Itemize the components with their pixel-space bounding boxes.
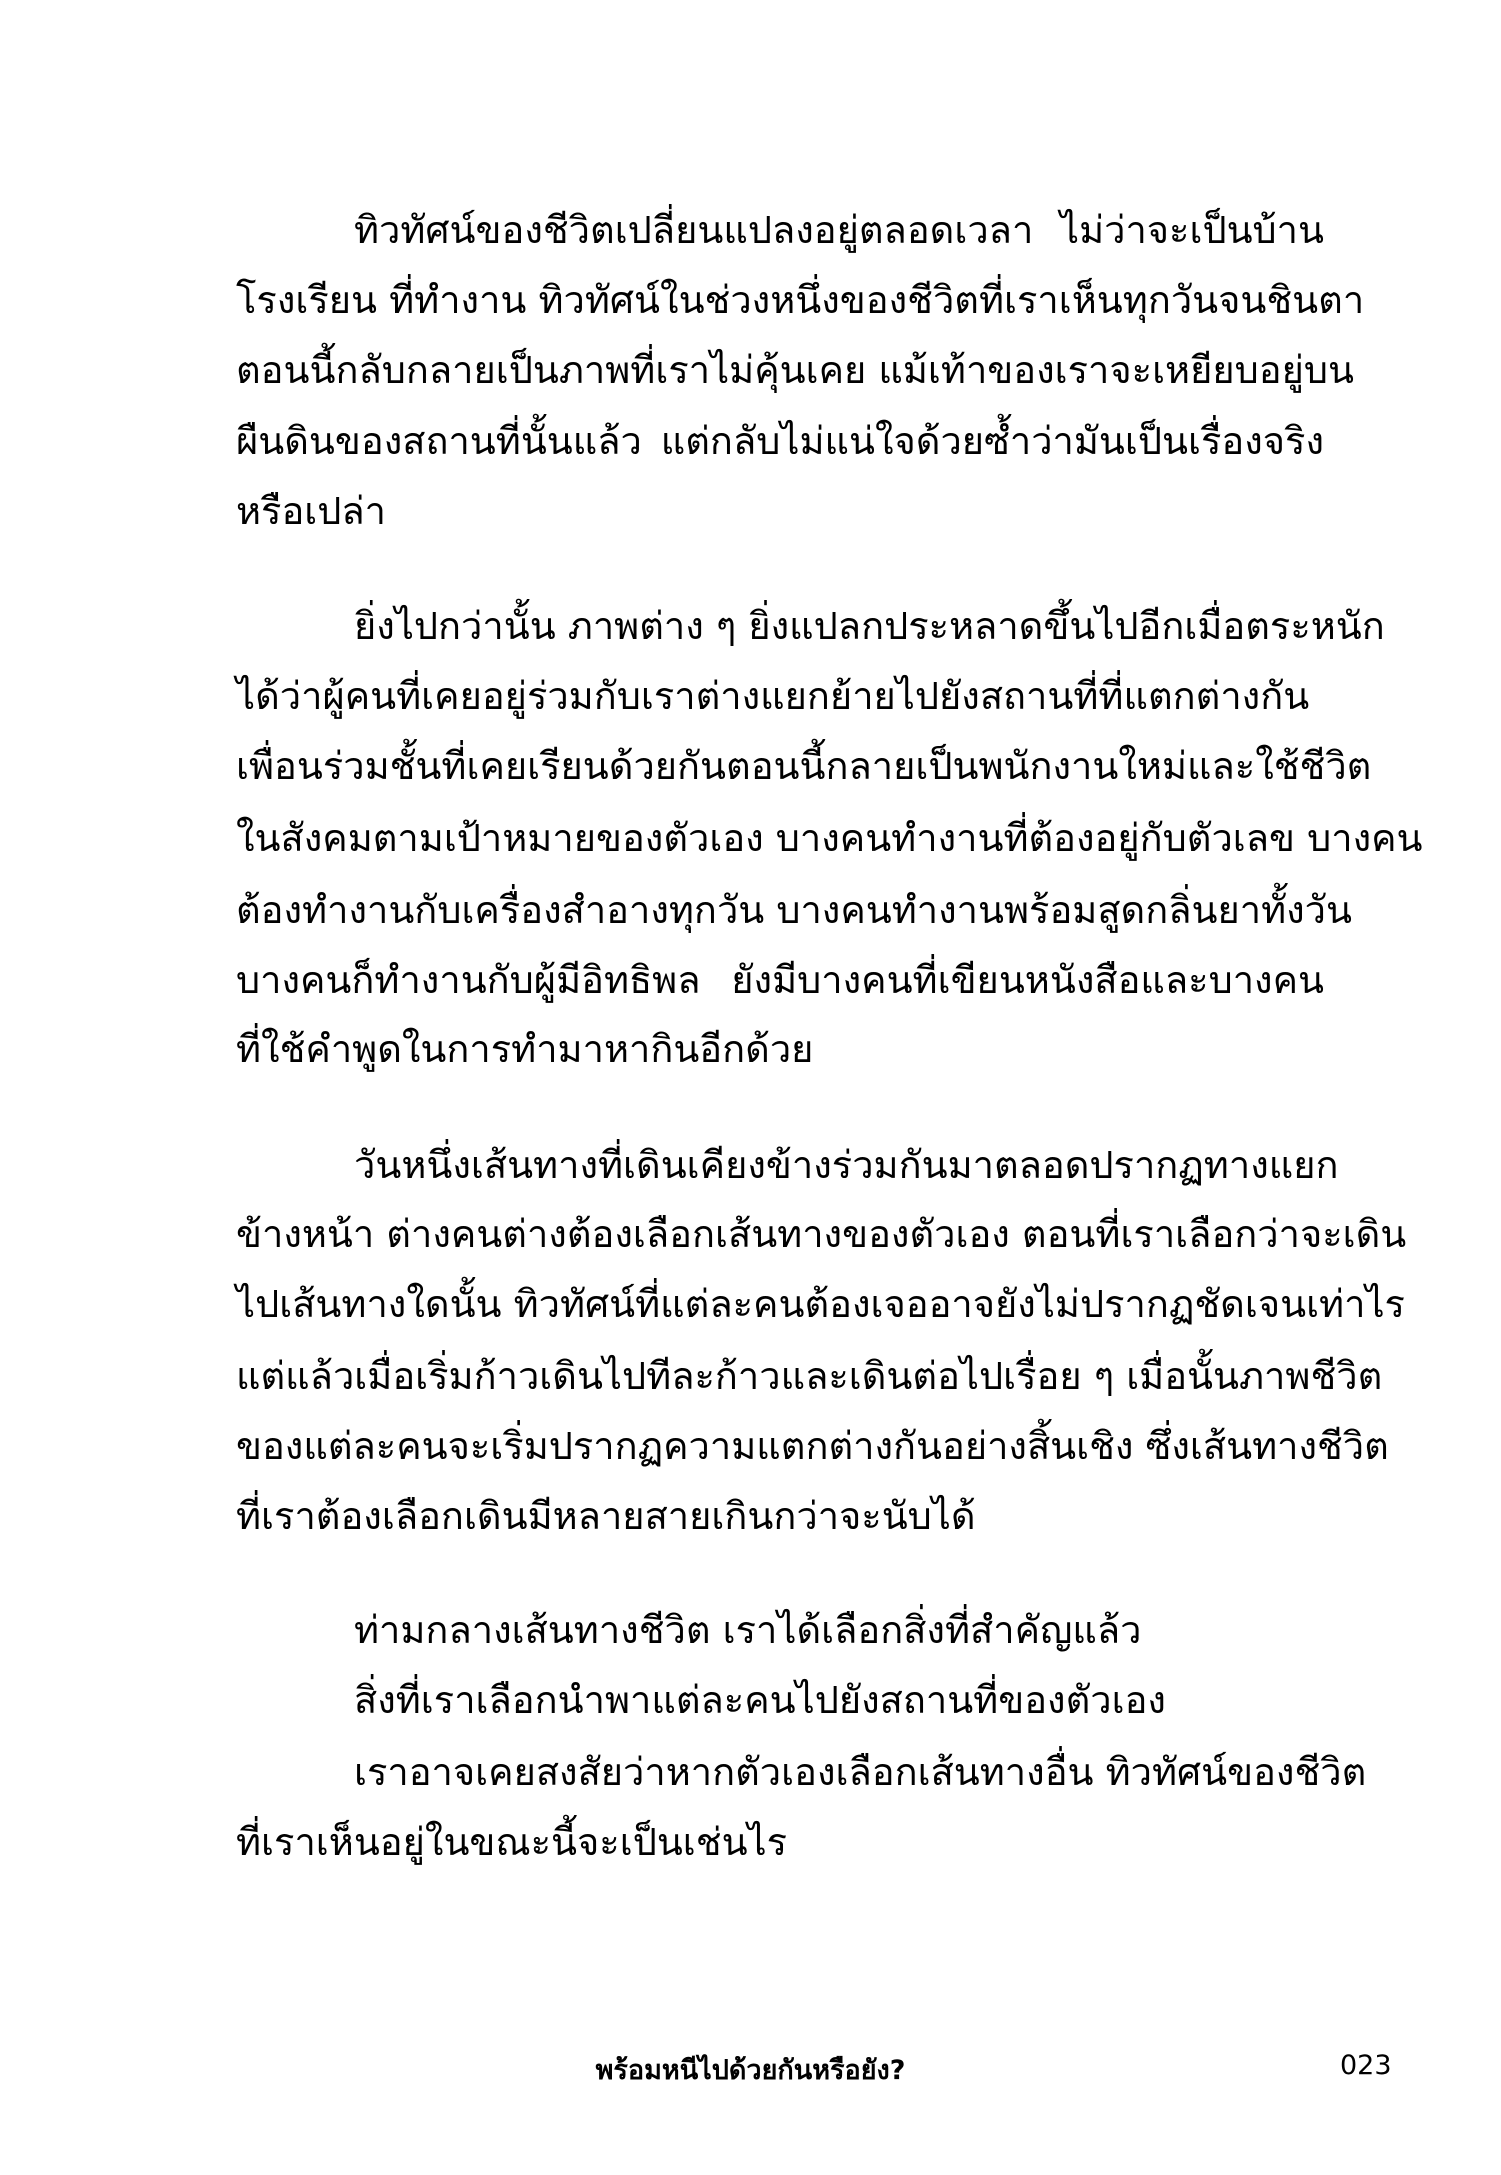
page-number: 023 xyxy=(1340,2050,1392,2081)
text-line: ไปเส้นทางใดนั้น ทิวทัศน์ที่แต่ละคนต้องเจออาจยังไม่ปรากฏชัดเจนเท่าไร xyxy=(236,1282,1405,1326)
text-line: ข้างหน้า ต่างคนต่างต้องเลือกเส้นทางของตัวเอง ตอนที่เราเลือกว่าจะเดิน xyxy=(236,1212,1407,1256)
text-line: ที่เราต้องเลือกเดินมีหลายสายเกินกว่าจะนับได้ xyxy=(236,1494,976,1538)
text-line: ยิ่งไปกว่านั้น ภาพต่าง ๆ ยิ่งแปลกประหลาดขึ้นไปอีกเมื่อตระหนัก xyxy=(354,604,1385,648)
text-line: เพื่อนร่วมชั้นที่เคยเรียนด้วยกันตอนนี้กลายเป็นพนักงานใหม่และใช้ชีวิต xyxy=(236,744,1372,788)
text-line: ที่เราเห็นอยู่ในขณะนี้จะเป็นเช่นไร xyxy=(236,1820,788,1864)
text-line: โรงเรียน ที่ทำงาน ทิวทัศน์ในช่วงหนึ่งของชีวิตที่เราเห็นทุกวันจนชินตา xyxy=(236,278,1365,322)
text-line: ตอนนี้กลับกลายเป็นภาพที่เราไม่คุ้นเคย แม้เท้าของเราจะเหยียบอยู่บน xyxy=(236,348,1354,392)
text-line: วันหนึ่งเส้นทางที่เดินเคียงข้างร่วมกันมาตลอดปรากฏทางแยก xyxy=(354,1143,1339,1187)
footer-book-title: พร้อมหนีไปด้วยกันหรือยัง? xyxy=(595,2055,906,2086)
text-line: ที่ใช้คำพูดในการทำมาหากินอีกด้วย xyxy=(236,1027,814,1071)
text-line: ต้องทำงานกับเครื่องสำอางทุกวัน บางคนทำงานพร้อมสูดกลิ่นยาทั้งวัน xyxy=(236,888,1352,932)
text-line: ได้ว่าผู้คนที่เคยอยู่ร่วมกับเราต่างแยกย้ายไปยังสถานที่ที่แตกต่างกัน xyxy=(236,674,1310,718)
text-line: เราอาจเคยสงสัยว่าหากตัวเองเลือกเส้นทางอื่น ทิวทัศน์ของชีวิต xyxy=(354,1750,1367,1794)
text-line: ผืนดินของสถานที่นั้นแล้ว แต่กลับไม่แน่ใจด้วยซ้ำว่ามันเป็นเรื่องจริง xyxy=(236,419,1324,463)
text-line: ของแต่ละคนจะเริ่มปรากฏความแตกต่างกันอย่างสิ้นเชิง ซึ่งเส้นทางชีวิต xyxy=(236,1424,1389,1468)
text-line: ในสังคมตามเป้าหมายของตัวเอง บางคนทำงานที่ต้องอยู่กับตัวเลข บางคน xyxy=(236,816,1423,860)
text-line: แต่แล้วเมื่อเริ่มก้าวเดินไปทีละก้าวและเดินต่อไปเรื่อย ๆ เมื่อนั้นภาพชีวิต xyxy=(236,1354,1383,1398)
text-line: หรือเปล่า xyxy=(236,489,387,533)
text-line: บางคนก็ทำงานกับผู้มีอิทธิพล ยังมีบางคนที่เขียนหนังสือและบางคน xyxy=(236,958,1324,1002)
text-line: สิ่งที่เราเลือกนำพาแต่ละคนไปยังสถานที่ของตัวเอง xyxy=(354,1678,1166,1722)
text-line: ทิวทัศน์ของชีวิตเปลี่ยนแปลงอยู่ตลอดเวลา ไม่ว่าจะเป็นบ้าน xyxy=(354,208,1324,252)
text-line: ท่ามกลางเส้นทางชีวิต เราได้เลือกสิ่งที่สำคัญแล้ว xyxy=(354,1608,1142,1652)
